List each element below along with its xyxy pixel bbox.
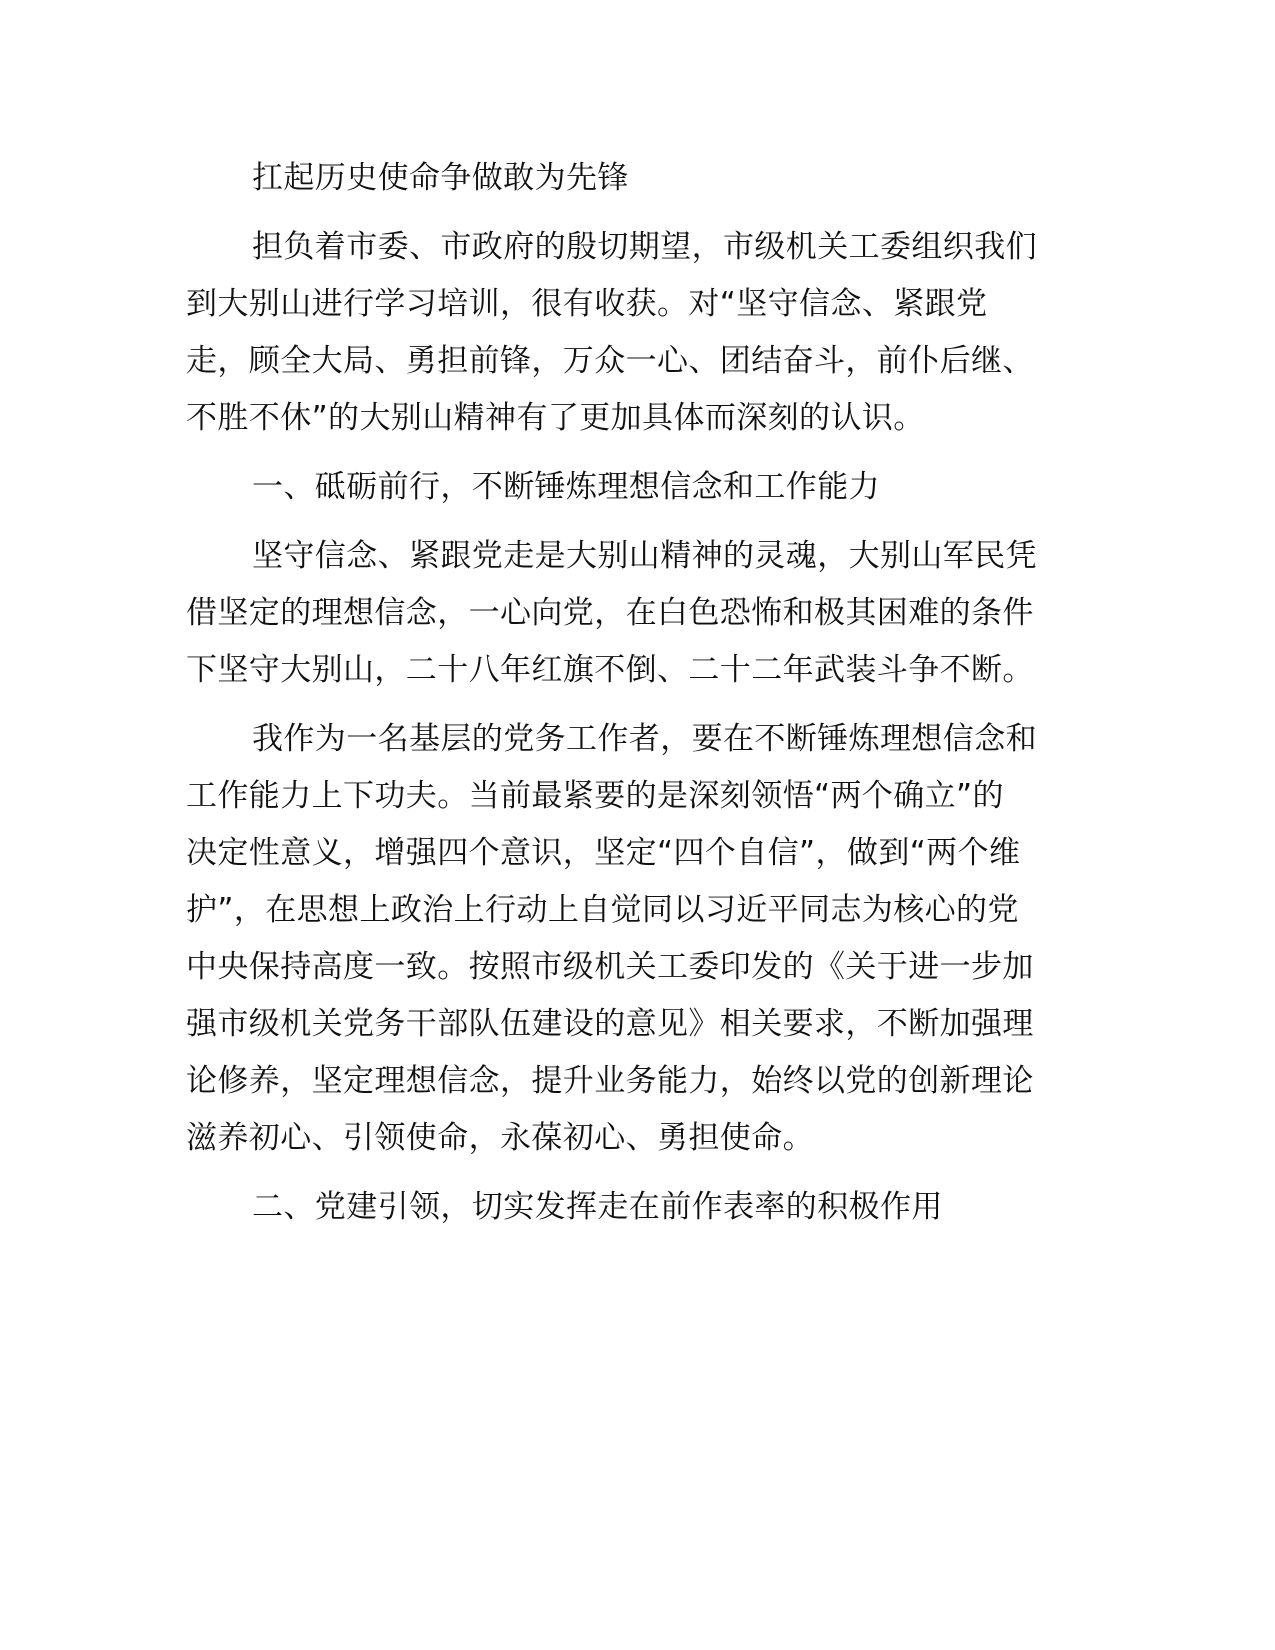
paragraph-line: 强市级机关党务干部队伍建设的意见》相关要求，不断加强理: [186, 1006, 1034, 1042]
paragraph-line: 走，顾全大局、勇担前锋，万众一心、团结奋斗，前仆后继、: [186, 343, 1034, 379]
paragraph-line: 不胜不休”的大别山精神有了更加具体而深刻的认识。: [186, 400, 925, 436]
document-page: [186, 150, 1082, 1236]
paragraph-line: 到大别山进行学习培训，很有收获。对“坚守信念、紧跟党: [186, 286, 988, 322]
paragraph-line: 我作为一名基层的党务工作者，要在不断锤炼理想信念和: [252, 721, 1037, 757]
paragraph-intro: [186, 219, 1082, 447]
paragraph-line: 滋养初心、引领使命，永葆初心、勇担使命。: [186, 1120, 814, 1156]
section-heading-line: 一、砥砺前行，不断锤炼理想信念和工作能力: [252, 469, 880, 505]
section-heading-line: 二、党建引领，切实发挥走在前作表率的积极作用: [252, 1189, 943, 1225]
paragraph-gap: [186, 207, 1082, 219]
paragraph-line: 坚守信念、紧跟党走是大别山精神的灵魂，大别山军民凭: [252, 538, 1037, 574]
paragraph-line: 论修养，坚定理想信念，提升业务能力，始终以党的创新理论: [186, 1063, 1034, 1099]
paragraph-line: 借坚定的理想信念，一心向党，在白色恐怖和极其困难的条件: [186, 595, 1034, 631]
section-heading-2: [186, 1179, 1082, 1236]
paragraph-self: [186, 711, 1082, 1167]
paragraph-gap: [186, 447, 1082, 459]
paragraph-line: 护”，在思想上政治上行动上自觉同以习近平同志为核心的党: [186, 892, 1019, 928]
paragraph-line: 下坚守大别山，二十八年红旗不倒、二十二年武装斗争不断。: [186, 652, 1034, 688]
paragraph-spirit: [186, 528, 1082, 699]
paragraph-line: 担负着市委、市政府的殷切期望，市级机关工委组织我们: [252, 229, 1037, 265]
paragraph-line: 中央保持高度一致。按照市级机关工委印发的《关于进一步加: [186, 949, 1034, 985]
section-heading-1: [186, 459, 1082, 516]
paragraph-gap: [186, 699, 1082, 711]
paragraph-line: 工作能力上下功夫。当前最紧要的是深刻领悟“两个确立”的: [186, 778, 1004, 814]
paragraph-gap: [186, 516, 1082, 528]
paragraph-line: 决定性意义，增强四个意识，坚定“四个自信”，做到“两个维: [186, 835, 1021, 871]
paragraph-gap: [186, 1167, 1082, 1179]
document-title: 扛起历史使命争做敢为先锋: [252, 160, 629, 196]
